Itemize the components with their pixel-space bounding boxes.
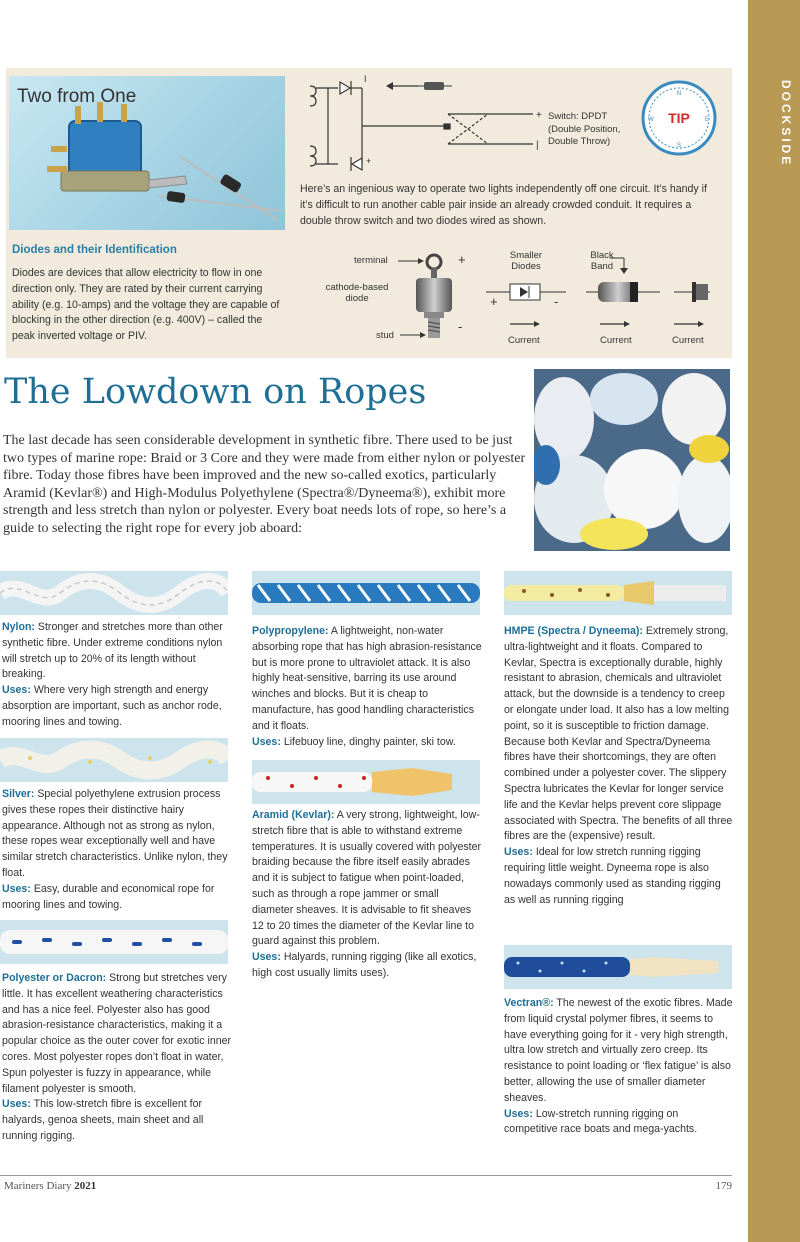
hmpe-uses-label: Uses: [504,846,533,859]
nylon-section [2,620,232,731]
current-label-2: Current [600,335,632,346]
minus-sign-diode: - [554,294,559,309]
diodes-heading: Diodes and their Identification [12,244,177,256]
stud-label: stud [376,330,394,341]
minus-sign-bottom: - [458,319,463,334]
aramid-uses: Halyards, running rigging (like all exotics, high cost usually limits uses). [252,951,477,979]
plus-sign-top: + [458,252,466,267]
footer-rule [0,1175,732,1176]
polyester-name: Polyester or Dacron: [2,972,107,984]
aramid-desc: A very strong, lightweight, low-stretch fibre that is able to withstand extreme temperatures. It is usually covered with polyester braiding because the fibre itself easily abrades and it is subject to fatigue when point-loaded, such as through a rope jammer or small diameter sheaves. It is advisable to fit sheaves 12 to 20 times the diameter of the Kevlar line to guard against this problem. [252,809,482,948]
two-from-one-title: Two from One [17,86,137,107]
silver-rope-image [0,738,228,782]
cathode-label: cathode-based diode [325,282,389,304]
vectran-rope-image [504,945,732,989]
current-label-1: Current [508,335,540,346]
svg-text:I: I [364,74,367,84]
nylon-rope-image [0,571,228,615]
compass-w: W [648,117,654,123]
smaller-diodes-label: Smaller Diodes [509,250,543,272]
vectran-uses-label: Uses: [504,1107,533,1120]
polypropylene-rope-image [252,571,480,615]
current-label-3: Current [672,335,704,346]
silver-section [2,787,232,913]
vectran-uses: Low-stretch running rigging on competitive race boats and mega-yachts. [504,1107,698,1136]
tip-label: TIP [668,110,690,126]
svg-text:+: + [536,110,542,121]
compass-e: E [704,117,710,123]
polyester-rope-image [0,920,228,964]
footer-publication [4,1180,96,1192]
switch-photo [9,76,285,230]
rope-spools-photo [534,369,730,551]
hmpe-rope-image [504,571,732,615]
aramid-uses-label: Uses: [252,951,281,964]
svg-text:|: | [536,140,539,151]
switch-label: Switch: DPDT (Double Position, Double Throw) [548,111,621,147]
nylon-uses-label: Uses: [2,684,31,697]
compass-s: S [676,143,682,149]
silver-uses-label: Uses: [2,882,31,895]
polyester-section [2,971,232,1145]
silver-name: Silver: [2,788,35,800]
page-number: 179 [715,1180,732,1192]
vectran-name: Vectran®: [504,997,554,1009]
polypropylene-section [252,624,482,750]
vectran-desc: The newest of the exotic fibres. Made from liquid crystal polymer fibres, it seems to have everything going for it - very high strength, ultra low stretch and virtually zero creep. Its resistance to point loading or ‘flex fatigue’ is also better, allowing the use of smaller diameter sheaves. [504,997,733,1104]
aramid-rope-image [252,760,480,804]
polypropylene-name: Polypropylene: [252,625,329,637]
tip-compass-icon [641,80,717,156]
polypropylene-uses-label: Uses: [252,735,281,748]
polyester-uses: This low-stretch fibre is excellent for halyards, genoa sheets, main sheet and all running rigging. [2,1098,204,1142]
aramid-section [252,808,482,982]
nylon-uses: Where very high strength and energy absorption are important, such as anchor rode, mooring lines and towing. [2,684,222,728]
nylon-desc: Stronger and stretches more than other synthetic fibre. Under extreme conditions nylon will stretch up to 20% of its length without breaking. [2,621,223,681]
polyester-desc: Strong but stretches very little. It has excellent weathering characteristics and has a nice feel. Polyester also has good abrasion-resistance characteristics, making it a popular choice as the outer cover for exotic inner cores. Most polyester ropes don’t float in water, Spun polyester is fuzzy in appearance, while filament polyester is smooth. [2,972,232,1095]
polyester-uses-label: Uses: [2,1098,31,1111]
hmpe-section [504,624,734,908]
circuit-diagram [298,74,548,174]
compass-n: N [676,91,682,97]
nylon-name: Nylon: [2,621,35,633]
rope-spools-illustration [534,369,730,551]
hmpe-name: HMPE (Spectra / Dyneema): [504,625,643,637]
side-tab-label: DOCKSIDE [779,80,793,168]
black-band-label: Black Band [590,250,614,272]
aramid-name: Aramid (Kevlar): [252,809,335,821]
circuit-caption: Here’s an ingenious way to operate two lights independently off one circuit. It’s handy if it’s difficult to run another cable pair inside an already crowded conduit. It requires a double throw switch and two diodes wired as shown. [300,183,707,227]
svg-text:+: + [366,156,372,166]
polypropylene-desc: A lightweight, non-water absorbing rope that has high abrasion-resistance but is more prone to ultraviolet attack. It is also highly heat-sensitive, barring its use around winches and blocks. But it is cheap to manufacture, has good handling characteristics and it floats. [252,625,482,732]
side-tab [748,0,800,1242]
hmpe-uses: Ideal for low stretch running rigging requiring little weight. Dyneema rope is also nowadays commonly used as standing rigging as well as running rigging [504,846,721,906]
footer-title: Mariners Diary [4,1180,72,1192]
plus-sign-diode: + [490,294,498,309]
vectran-section [504,996,734,1138]
silver-desc: Special polyethylene extrusion process gives these ropes their distinctive hairy appearance. Although not as strong as nylon, these ropes wear exceptionally well and have similar stretch characteristics. Unlike nylon, they float. [2,788,228,879]
diode-diagram [398,244,728,344]
article-title: The Lowdown on Ropes [4,372,427,412]
diodes-body: Diodes are devices that allow electricity to flow in one direction only. They are rated by their current carrying ability (e.g. 10-amps) and the voltage they are capable of blocking in the other direction (e.g. 400V) – called the peak inverted voltage or PIV. [12,267,280,343]
article-intro: The last decade has seen considerable development in synthetic fibre. There used to be just two types of marine rope: Braid or 3 Core and they were made from either nylon or polyester fibre. Today those fibres have been improved and the new so-called exotics, particularly Aramid (Kevlar®) and High-Modulus Polyethylene (Spectra®/Dyneema®), exhibit more strength and less stretch than nylon or polyester. Every boat needs lots of rope, so here’s a guide to selecting the right rope for every job aboard: [3,433,526,536]
polypropylene-uses: Lifebuoy line, dinghy painter, ski tow. [283,735,456,748]
hmpe-desc: Extremely strong, ultra-lightweight and it floats. Compared to Kevlar, Spectra is exceptionally durable, highly resistant to abrasion, chemicals and ultraviolet attack, but the downside is a tendency to creep or elongate under load. It also has a low melting point, so it is susceptible to friction damage. Because both Kevlar and Spectra/Dyneema fibres have their shortcomings, they are often combined under a polyester cover. The slippery Spectra lubricates the Kevlar for longer service life and the Kevlar helps prevent core slippage associated with Spectra. The benefits of all three fibres are the (expensive) result. [504,625,733,843]
footer-year: 2021 [74,1180,97,1192]
terminal-label: terminal [354,255,388,266]
silver-uses: Easy, durable and economical rope for mooring lines and towing. [2,882,215,911]
